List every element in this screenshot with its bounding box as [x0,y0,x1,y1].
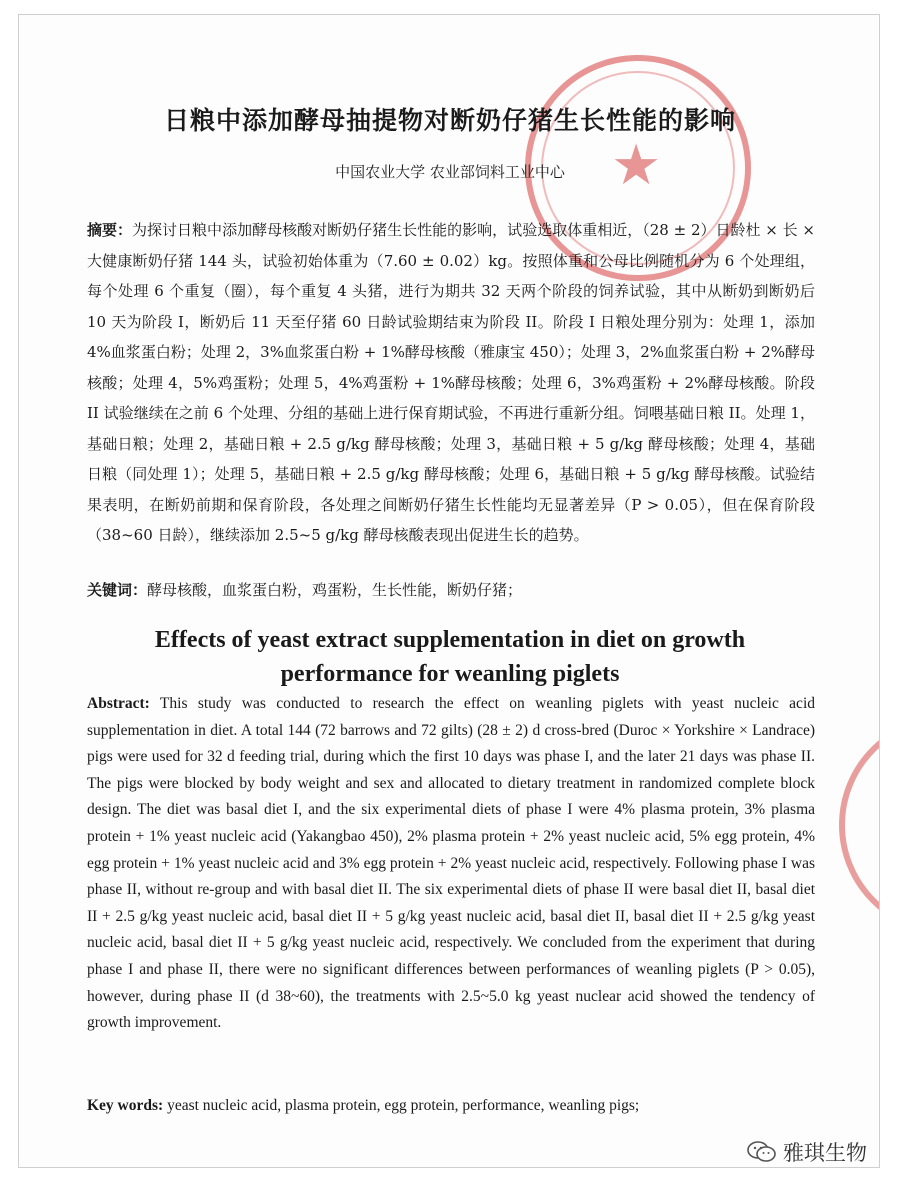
chinese-abstract-label: 摘要： [87,221,133,239]
chinese-affiliation: 中国农业大学 农业部饲料工业中心 [335,163,565,181]
document-page [18,14,880,1168]
english-abstract-text: This study was conducted to research the effect on weanling piglets with yeast nucleic acid supplementation in diet. A total 144 (72 barrows and 72 gilts) (28 ± 2) d cross-bred (Duroc × Yorkshire × Landrace) pigs were used for 32 d feeding trial, during which the first 10 days was phase I, and the later 21 days was phase II. The pigs were blocked by body weight and sex and allocated to dietary treatment in randomized complete block design. The diet was basal diet I, and the six experimental diets of phase I were 4% plasma protein, 3% plasma protein + 1% yeast nucleic acid (Yakangbao 450), 2% plasma protein + 2% yeast nucleic acid, 5% egg protein, 4% egg protein + 1% yeast nucleic acid and 3% egg protein + 2% yeast nucleic acid, respectively. Following phase I was phase II, without re-group and with basal diet II. The six experimental diets of phase II were basal diet II, basal diet II + 2.5 g/kg yeast nucleic acid, basal diet II + 5 g/kg yeast nucleic acid, basal diet II, basal diet II + 2.5 g/kg yeast nucleic acid, basal diet II + 5 g/kg yeast nucleic acid, respectively. We concluded from the experiment that during phase I and phase II, there were no significant differences between performances of weanling piglets (P > 0.05), however, during phase II (d 38~60), the treatments with 2.5~5.0 kg yeast nuclear acid showed the tendency of growth improvement. [87,695,815,1032]
chinese-keywords-label: 关键词： [87,581,148,599]
watermark-text: 雅琪生物 [783,1141,867,1165]
english-title [19,623,880,691]
chinese-abstract-text: 为探讨日粮中添加酵母核酸对断奶仔猪生长性能的影响，试验选取体重相近，（28 ± 2）日龄杜 × 长 × 大健康断奶仔猪 144 头，试验初始体重为（7.60 ± 0.02）kg。按照体重和公母比例随机分为 6 个处理组，每个处理 6 个重复（圈），每个重复 4 头猪，进行为期共 32 天两个阶段的饲养试验，其中从断奶到断奶后 10 天为阶段 I，断奶后 11 天至仔猪 60 日龄试验期结束为阶段 II。阶段 I 日粮处理分别为：处理 1，添加 4%血浆蛋白粉；处理 2，3%血浆蛋白粉 + 1%酵母核酸（雅康宝 450）；处理 3，2%血浆蛋白粉 + 2%酵母核酸；处理 4，5%鸡蛋粉；处理 5，4%鸡蛋粉 + 1%酵母核酸；处理 6，3%鸡蛋粉 + 2%酵母核酸。阶段 II 试验继续在之前 6 个处理、分组的基础上进行保育期试验，不再进行重新分组。饲喂基础日粮 II。处理 1，基础日粮；处理 2，基础日粮 + 2.5 g/kg 酵母核酸；处理 3，基础日粮 + 5 g/kg 酵母核酸；处理 4，基础日粮（同处理 1）；处理 5，基础日粮 + 2.5 g/kg 酵母核酸；处理 6，基础日粮 + 5 g/kg 酵母核酸。试验结果表明，在断奶前期和保育阶段，各处理之间断奶仔猪生长性能均无显著差异（P > 0.05），但在保育阶段（38~60 日龄），继续添加 2.5~5 g/kg 酵母核酸表现出促进生长的趋势。 [87,221,815,544]
english-title-line-2: performance for weanling piglets [280,661,620,687]
red-seal-stamp-partial [839,715,880,935]
watermark [747,1137,867,1167]
english-title-line-1: Effects of yeast extract supplementation in diet on growth [154,627,746,653]
chinese-title: 日粮中添加酵母抽提物对断奶仔猪生长性能的影响 [163,106,736,135]
chinese-keywords-text: 酵母核酸，血浆蛋白粉，鸡蛋粉，生长性能，断奶仔猪； [147,581,523,599]
english-abstract [87,691,815,1037]
chinese-keywords [87,575,815,605]
chinese-abstract [87,215,815,551]
star-icon: ★ [611,133,662,198]
english-keywords [87,1097,815,1115]
wechat-icon [747,1140,777,1164]
english-keywords-label: Key words: [87,1097,164,1114]
english-abstract-label: Abstract: [87,695,150,712]
english-keywords-text: yeast nucleic acid, plasma protein, egg protein, performance, weanling pigs; [163,1097,640,1114]
